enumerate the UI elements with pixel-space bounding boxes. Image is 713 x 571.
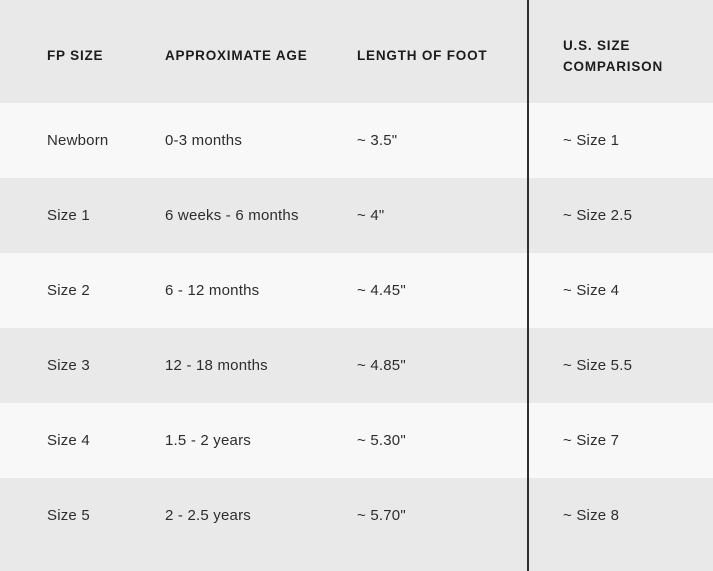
cell-us-size: ~ Size 4 [563, 282, 620, 299]
cell-fp-size: Size 4 [47, 432, 90, 449]
cell-foot-length: ~ 4.45" [357, 282, 406, 299]
cell-fp-size: Size 3 [47, 357, 90, 374]
table-row [0, 478, 713, 571]
table-row [0, 328, 713, 403]
cell-age: 6 weeks - 6 months [165, 207, 299, 224]
cell-foot-length: ~ 4.85" [357, 357, 406, 374]
cell-fp-size: Size 5 [47, 507, 90, 524]
cell-fp-size: Newborn [47, 132, 109, 149]
header-age: APPROXIMATE AGE [165, 48, 308, 63]
header-foot-length: LENGTH OF FOOT [357, 48, 488, 63]
cell-fp-size: Size 2 [47, 282, 90, 299]
cell-foot-length: ~ 3.5" [357, 132, 398, 149]
cell-foot-length: ~ 4" [357, 207, 385, 224]
header-us-size: U.S. SIZE COMPARISON [563, 37, 664, 74]
cell-foot-length: ~ 5.70" [357, 507, 406, 524]
cell-us-size: ~ Size 2.5 [563, 207, 633, 224]
table-row [0, 253, 713, 328]
cell-us-size: ~ Size 8 [563, 507, 620, 524]
cell-fp-size: Size 1 [47, 207, 90, 224]
cell-us-size: ~ Size 1 [563, 132, 620, 149]
column-divider [527, 0, 529, 571]
cell-age: 2 - 2.5 years [165, 507, 251, 524]
table-header-row [0, 0, 713, 103]
cell-age: 0-3 months [165, 132, 243, 149]
cell-us-size: ~ Size 5.5 [563, 357, 633, 374]
cell-age: 1.5 - 2 years [165, 432, 251, 449]
cell-age: 6 - 12 months [165, 282, 260, 299]
table-row [0, 403, 713, 478]
cell-age: 12 - 18 months [165, 357, 268, 374]
cell-foot-length: ~ 5.30" [357, 432, 406, 449]
cell-us-size: ~ Size 7 [563, 432, 620, 449]
table-row [0, 103, 713, 178]
table-row [0, 178, 713, 253]
header-fp-size: FP SIZE [47, 48, 104, 63]
